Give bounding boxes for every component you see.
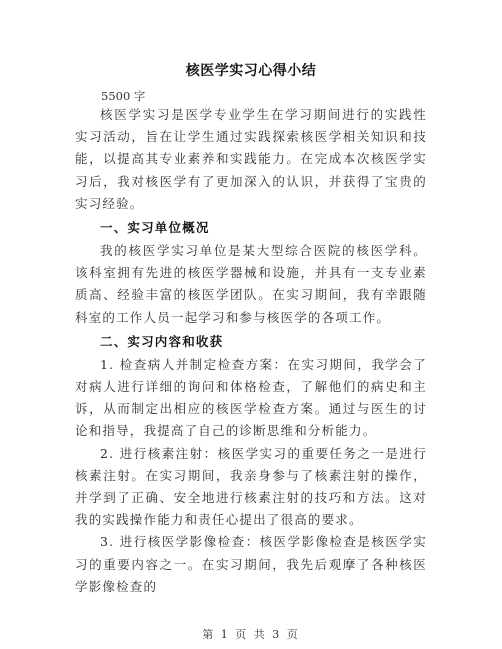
document-title: 核医学实习心得小结	[185, 63, 317, 79]
section-heading-1: 一、实习单位概况	[100, 220, 210, 236]
section-2-item-3: 3. 进行核医学影像检查：核医学影像检查是核医学实习的重要内容之一。在实习期间，我先后观摩了各种核医学影像检查的	[75, 534, 427, 594]
document-body	[75, 104, 427, 598]
section-heading-2: 二、实习内容和收获	[100, 333, 224, 349]
word-count: 5500 字	[101, 89, 146, 103]
section-1-paragraph: 我的核医学实习单位是某大型综合医院的核医学科。该科室拥有先进的核医学器械和设施，并具有一支专业素质高、经验丰富的核医学团队。在实习期间，我有幸跟随科室的工作人员一起学习和参与核医学的各项工作。	[75, 243, 427, 325]
section-2-item-1: 1. 检查病人并制定检查方案：在实习期间，我学会了对病人进行详细的询问和体格检查，了解他们的病史和主诉，从而制定出相应的核医学检查方案。通过与医生的讨论和指导，我提高了自己的诊断思维和分析能力。	[75, 356, 427, 439]
intro-paragraph: 核医学实习是医学专业学生在学习期间进行的实践性实习活动，旨在让学生通过实践探索核医学相关知识和技能，以提高其专业素养和实践能力。在完成本次核医学实习后，我对核医学有了更加深入的认识，并获得了宝贵的实习经验。	[75, 107, 427, 211]
page-footer: 第 1 页 共 3 页	[202, 628, 300, 641]
section-2-item-2: 2. 进行核素注射：核医学实习的重要任务之一是进行核素注射。在实习期间，我亲身参与了核素注射的操作，并学到了正确、安全地进行核素注射的技巧和方法。这对我的实践操作能力和责任心提出了很高的要求。	[75, 445, 427, 528]
